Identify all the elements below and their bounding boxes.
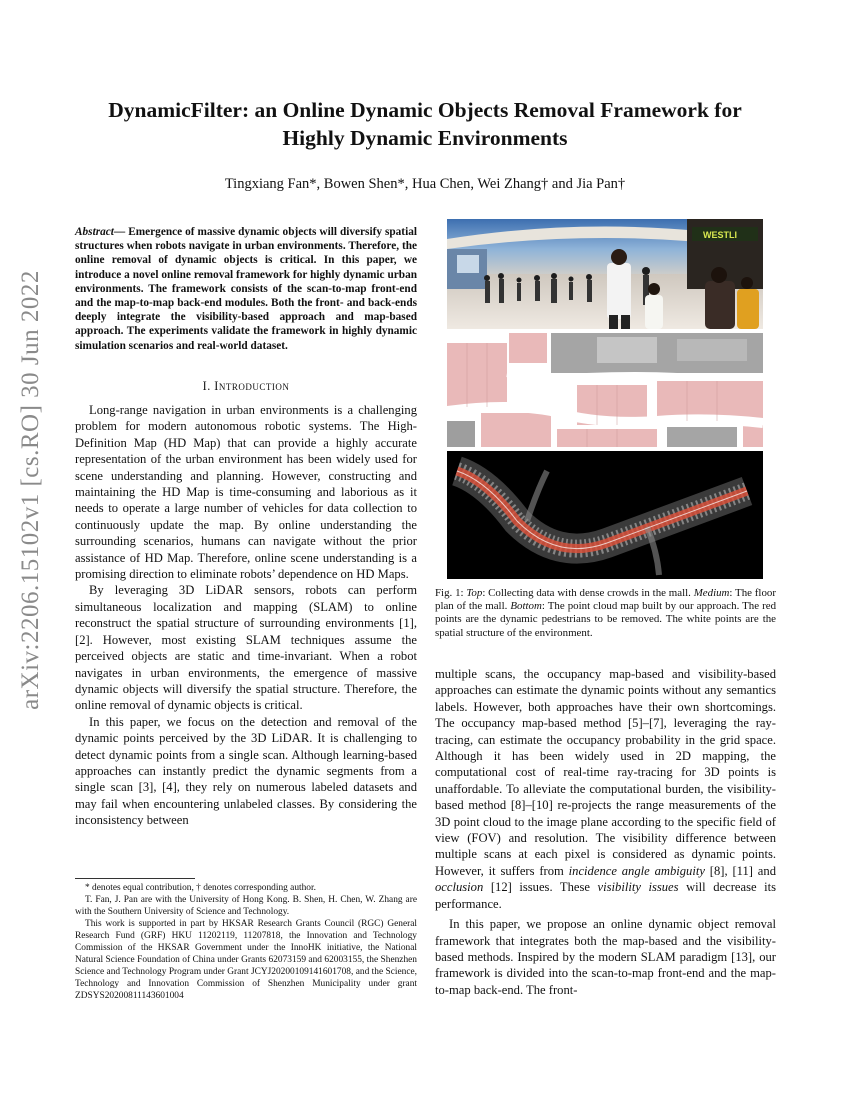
introduction-body [75,402,417,829]
figure-mall-photo [447,219,763,329]
intro-paragraph: In this paper, we focus on the detection and removal of the dynamic points perceived by the 3D LiDAR. It is challenging to detect dynamic points from a single scan. Although learning-based approaches can instantly predict the dynamic segments from a single scan [3], [4], they rely on numerous labeled datasets and may fail when encountering unlabeled classes. By considering the inconsistency between [75,714,417,828]
footnotes: * denotes equal contribution, † denotes corresponding author. T. Fan, J. Pan are with the University of Hong Kong. B. Shen, H. Chen, W. Zhang are with the Southern University of Science and Technology. This work is supported in part by HKSAR Research Grants Council (RGC) General Research Fund (GRF) HKU 11202119, 11207818, the Innovation and Technology Commission of the HKSAR Government under the InnoHK initiative, the National Natural Science Foundation of China under Grants 62073159 and 62003155, the Shenzhen Science and Technology Program under Grant JCYJ20200109141601708, and the Science, Technology and Innovation Commission of Shenzhen Municipality under grant ZDSYS20200811143601004 [75,883,417,1001]
paper-title: DynamicFilter: an Online Dynamic Objects Removal Framework for Highly Dynamic Environments [108,98,742,150]
abstract-label: Abstract [75,226,114,238]
abstract [75,225,417,353]
body-paragraph: In this paper, we propose an online dynamic object removal framework that integrates both the map-based and the visibility-based methods. Inspired by the modern SLAM paradigm [13], our framework is divided into the scan-to-map front-end and the map-to-map back-end. The front- [435,917,776,997]
figure-floor-plan [447,333,763,447]
footnote-rule [75,878,195,879]
author-list: Tingxiang Fan*, Bowen Shen*, Hua Chen, Wei Zhang† and Jia Pan† [224,176,626,192]
body-paragraph: multiple scans, the occupancy map-based and visibility-based approaches can estimate the dynamic points without any semantics labels. However, both approaches have their own shortcomings. The occupancy map-based method [5]–[7], leveraging the ray-tracing, can estimate the occupancy probability in the grid space. Although it has been widely used in 2D mapping, the computational cost of real-time ray-tracing for 3D points is unaffordable. To alleviate the computational burden, the visibility-based method [8]–[10] re-projects the range measurements of the 3D point cloud to the image plane according to the specific field of view (FOV) and resolution. The visibility difference between multiple scans at each pixel is considered as dynamic points. However, it suffers from incidence angle ambiguity [8], [11] and occlusion [12] issues. These visibility issues will decrease its performance. [435,667,777,911]
figure-point-cloud-map [447,451,763,579]
store-sign: WESTLI [703,230,737,240]
arxiv-stamp: arXiv:2206.15102v1 [cs.RO] 30 Jun 2022 [17,270,44,710]
right-column-body [435,666,776,998]
section-heading: I. Introduction [202,379,290,393]
abstract-text: — Emergence of massive dynamic objects will diversify spatial structures when robots navigate in urban environments. Therefore, the online removal of dynamic objects is critical. In this paper, we introduce a novel online removal framework for highly dynamic urban environments. The framework consists of the scan-to-map front-end and the map-to-map back-end modules. Both the front- and back-ends deeply integrate the visibility-based approach and map-based approach. The experiments validate the framework in highly dynamic simulation scenarios and real-world dataset. [75,226,417,352]
intro-paragraph: Long-range navigation in urban environments is a challenging problem for modern autonomous robotic systems. The High-Definition Map (HD Map) that can provide a highly accurate representation of the urban environment has been widely used for scene understanding and planning. However, constructing and maintaining the HD Map is time-consuming and laborious as it needs to operate a large number of vehicles for data collection to continuously update the map. By online understanding the surrounding scenarios, humans can navigate without the prior assistance of HD Map. Therefore, online scene understanding is a promising direction to eliminate robots’ dependence on HD Maps. [75,403,417,582]
figure-caption: Fig. 1: Top: Collecting data with dense crowds in the mall. Medium: The floor plan of the mall. Bottom: The point cloud map built by our approach. The red points are the dynamic pedestrians to be removed. The white points are the spatial structure of the environment. [435,587,777,639]
intro-paragraph: By leveraging 3D LiDAR sensors, robots can perform simultaneous localization and mapping (SLAM) to online reconstruct the spatial structure of surrounding environments [1], [2]. However, most existing SLAM techniques assume the perceived objects are static and time-invariant. When a robot navigates in urban environments, the emergence of massive dynamic objects will diversify the spatial structure. Therefore, the online removal of dynamic objects is critical. [75,583,417,713]
